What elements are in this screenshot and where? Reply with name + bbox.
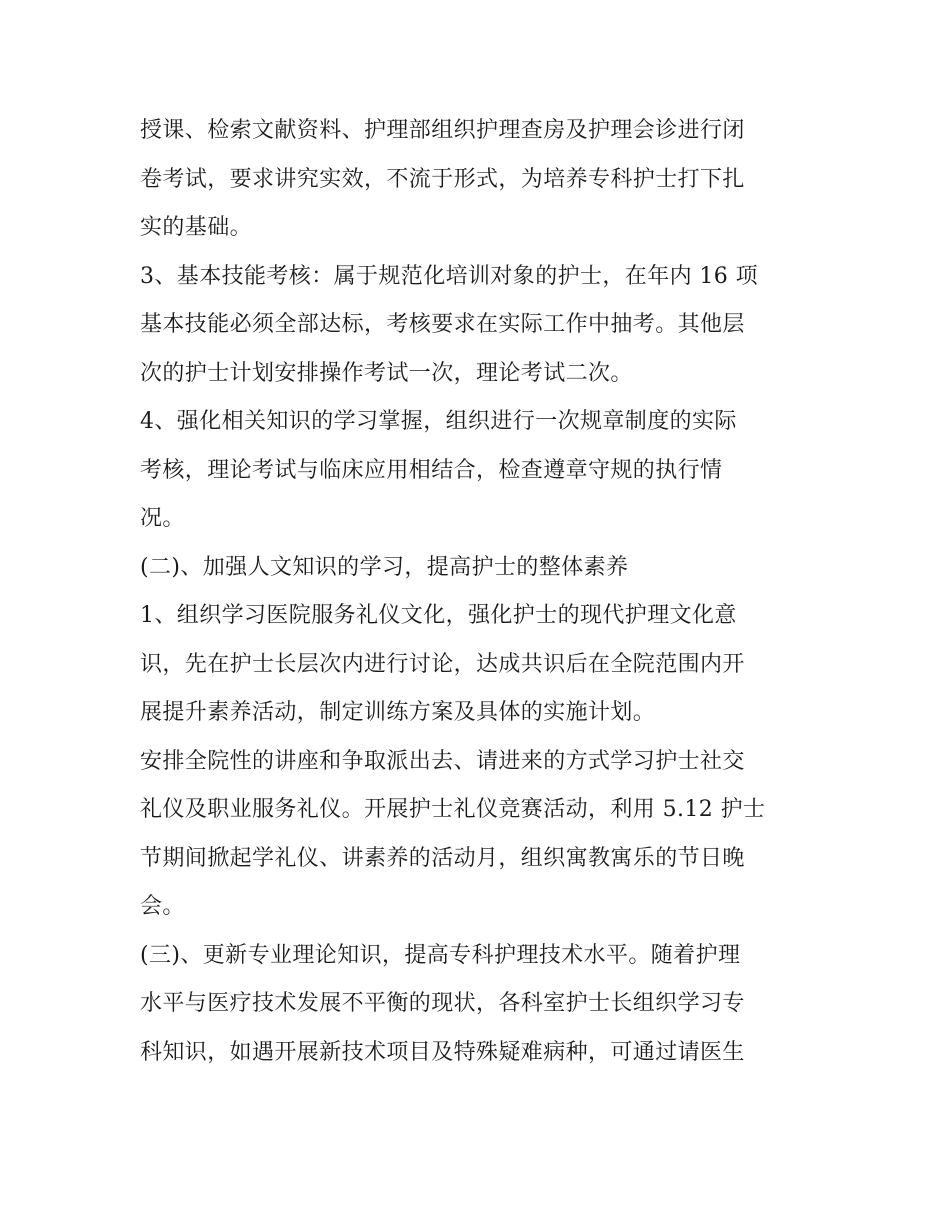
document-body <box>140 107 820 1077</box>
text-line: 次的护士计划安排操作考试一次，理论考试二次。 <box>140 360 633 386</box>
text-line: 基本技能必须全部达标，考核要求在实际工作中抽考。其他层 <box>140 312 745 337</box>
text-line: 考核，理论考试与临床应用相结合，检查遵章守规的执行情 <box>140 457 723 483</box>
section-heading: (三)、更新专业理论知识，提高专科护理技术水平。随着护理 <box>140 942 741 968</box>
text-line: 实的基础。 <box>140 215 253 240</box>
text-line: 节期间掀起学礼仪、讲素养的活动月，组织寓教寓乐的节日晚 <box>140 845 745 871</box>
text-line: 科知识，如遇开展新技术项目及特殊疑难病种，可通过请医生 <box>140 1039 745 1065</box>
text-line: 安排全院性的讲座和争取派出去、请进来的方式学习护士社交 <box>140 748 745 774</box>
text-line: 4、强化相关知识的学习掌握，组织进行一次规章制度的实际 <box>140 409 737 434</box>
text-line: 1、组织学习医院服务礼仪文化，强化护士的现代护理文化意 <box>140 603 737 628</box>
text-line: 会。 <box>140 894 185 919</box>
text-line: 礼仪及职业服务礼仪。开展护士礼仪竞赛活动，利用 5.12 护士 <box>140 797 766 822</box>
text-line: 水平与医疗技术发展不平衡的现状，各科室护士长组织学习专 <box>140 991 745 1016</box>
text-line: 识，先在护士长层次内进行讨论，达成共识后在全院范围内开 <box>140 651 745 677</box>
text-line: 3、基本技能考核：属于规范化培训对象的护士，在年内 16 项 <box>140 263 758 289</box>
text-line: 展提升素养活动，制定训练方案及具体的实施计划。 <box>140 700 656 725</box>
section-heading: (二)、加强人文知识的学习，提高护士的整体素养 <box>140 554 629 580</box>
text-line: 卷考试，要求讲究实效，不流于形式，为培养专科护士打下扎 <box>140 166 745 192</box>
text-line: 授课、检索文献资料、护理部组织护理查房及护理会诊进行闭 <box>140 118 745 143</box>
text-line: 况。 <box>140 506 185 531</box>
